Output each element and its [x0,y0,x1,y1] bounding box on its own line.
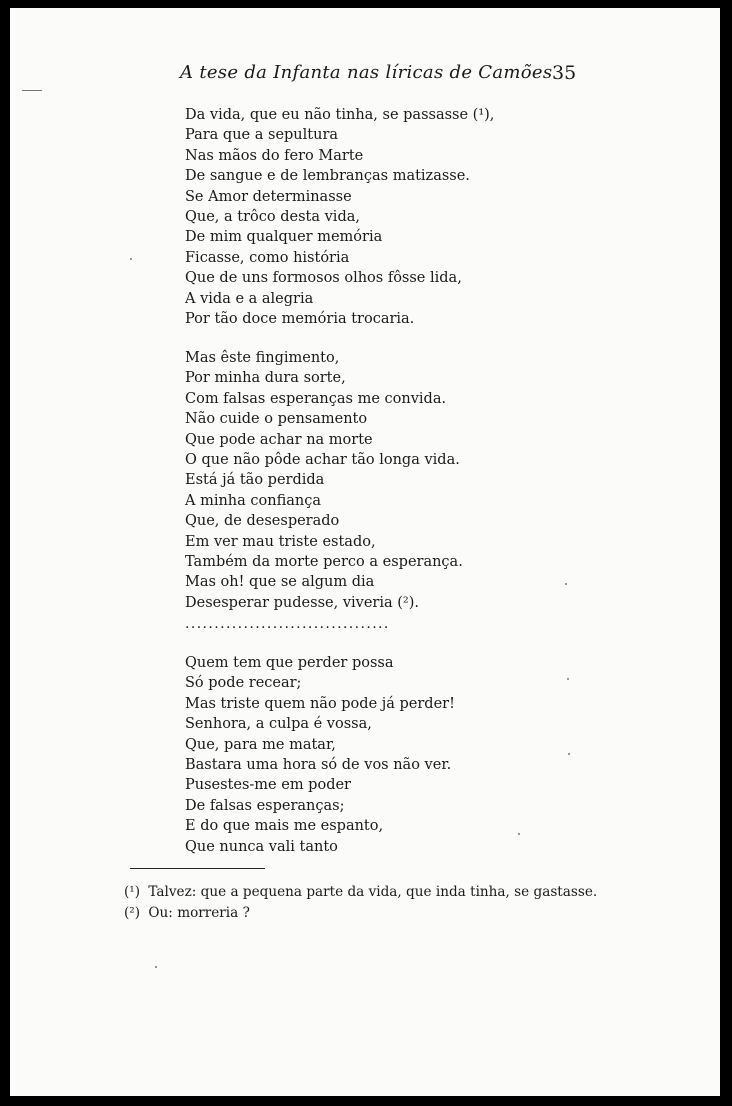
footnote-1 [124,882,597,903]
verse-line: O que não pôde achar tão longa vida. [185,451,460,468]
verse-line: Senhora, a culpa é vossa, [185,716,372,733]
scan-speck [130,258,132,260]
book-page [10,8,720,1096]
verse-line: Se Amor determinasse [185,188,352,205]
verse-line: Pusestes-me em poder [185,777,351,794]
scan-speck [518,833,520,835]
verse-line: Que, de desesperado [185,513,340,530]
footnote-text: Talvez: que a pequena parte da vida, que inda tinha, se gastasse. [148,884,598,900]
running-header-title: A tese da Infanta nas líricas de Camões [180,62,553,83]
verse-line: Quem tem que perder possa [185,655,394,671]
scan-speck [567,678,569,680]
verse-line: Por tão doce memória trocaria. [185,310,415,327]
verse-line: Está já tão perdida [185,472,325,489]
scan-speck [22,90,42,91]
verse-line: Não cuide o pensamento [185,411,368,428]
verse-line: Ficasse, como história [185,249,350,266]
verse-line: Mas êste fingimento, [185,350,340,366]
verse-line: E do que mais me espanto, [185,818,384,835]
verse-line: Que, a trôco desta vida, [185,208,360,225]
footnote-2 [124,903,597,924]
footnote-text: Ou: morreria ? [148,905,250,921]
footnotes [124,882,597,924]
footnote-marker: (¹) [124,884,141,900]
verse-line: Da vida, que eu não tinha, se passasse (¹), [185,107,495,123]
verse-line: De mim qualquer memória [185,229,383,246]
verse-line: Nas mãos do fero Marte [185,147,364,164]
verse-line: Também da morte perco a esperança. [185,553,463,570]
verse-line: Mas triste quem não pode já perder! [185,695,455,712]
verse-line: A minha confiança [185,492,322,509]
scan-speck [568,753,570,755]
scan-speck [565,583,567,585]
verse-line: Bastara uma hora só de vos não ver. [185,756,452,773]
stanza-1 [185,105,494,329]
verse-line: Por minha dura sorte, [185,370,346,387]
stanza-2 [185,348,463,613]
ellipsis-row: ................................... [185,616,390,632]
scan-speck [155,966,157,968]
verse-line: Que pode achar na morte [185,431,373,448]
verse-line: De sangue e de lembranças matizasse. [185,168,470,185]
page-number: 35 [552,62,577,84]
footnote-marker: (²) [124,905,141,921]
stanza-3 [185,653,455,857]
footnote-rule [130,868,265,869]
verse-line: Desesperar pudesse, viveria (²). [185,594,419,611]
verse-line: Mas oh! que se algum dia [185,574,375,591]
verse-line: Que, para me matar, [185,736,336,753]
verse-line: Que de uns formosos olhos fôsse lida, [185,270,462,287]
verse-line: Em ver mau triste estado, [185,533,376,550]
verse-line: De falsas esperanças; [185,797,345,814]
verse-line: A vida e a alegria [185,290,314,307]
verse-line: Que nunca vali tanto [185,838,338,855]
verse-line: Para que a sepultura [185,127,339,144]
verse-line: Só pode recear; [185,675,302,692]
verse-line: Com falsas esperanças me convida. [185,390,447,407]
